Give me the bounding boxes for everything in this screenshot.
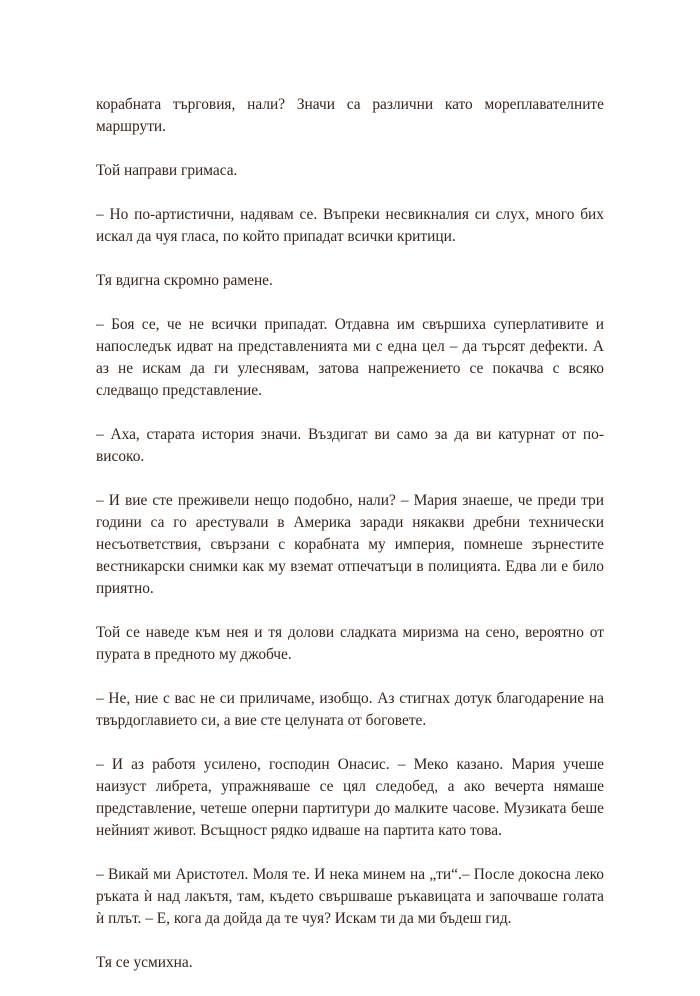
paragraph: корабната търговия, нали? Значи са различни като мореплавателните маршрути. [96, 96, 604, 135]
paragraph: Той се наведе към нея и тя долови сладката миризма на сено, вероятно от пурата в предното му джобче. [96, 624, 604, 663]
paragraph: Той направи гримаса. [96, 162, 238, 179]
paragraph: – Аха, старата история значи. Въздигат ви само за да ви катурнат от по-високо. [96, 426, 604, 465]
paragraph: – Боя се, че не всички припадат. Отдавна им свършиха суперлативите и напоследък идват на представленията ми с една цел – да търсят дефекти. А аз не искам да ги улеснявам, затова напрежението се покачва с всяко следващо представление. [96, 316, 604, 399]
paragraph: Тя вдигна скромно рамене. [96, 272, 273, 289]
paragraph: – Но по-артистични, надявам се. Въпреки несвикналия си слух, много бих искал да чуя гласа, по който припадат всички критици. [96, 206, 604, 245]
paragraph: – Викай ми Аристотел. Моля те. И нека минем на „ти“.– После докосна леко ръката ѝ над лакътя, там, където свършваше ръкавицата и започваше голата ѝ плът. – Е, кога да дойда да те чуя? Искам ти да ми бъдеш гид. [96, 866, 604, 927]
paragraph: – И вие сте преживели нещо подобно, нали? – Мария знаеше, че преди три години са го арестували в Америка заради някакви дребни технически несъответствия, свързани с корабната му империя, помнеше зърнестите вестникарски снимки как му вземат отпечатъци в полицията. Едва ли е било приятно. [96, 492, 604, 597]
paragraph: – Не, ние с вас не си приличаме, изобщо. Аз стигнах дотук благодарение на твърдоглавието си, а вие сте целуната от боговете. [96, 690, 604, 729]
paragraph: Тя се усмихна. [96, 954, 193, 971]
text-body [96, 94, 604, 996]
paragraph: – И аз работя усилено, господин Онасис. – Меко казано. Мария учеше наизуст либрета, упражняваше се цял следобед, а ако вечерта нямаше представление, четеше оперни партитури до малките часове. Музиката беше нейният живот. Всъщност рядко идваше на партита като това. [96, 756, 604, 839]
